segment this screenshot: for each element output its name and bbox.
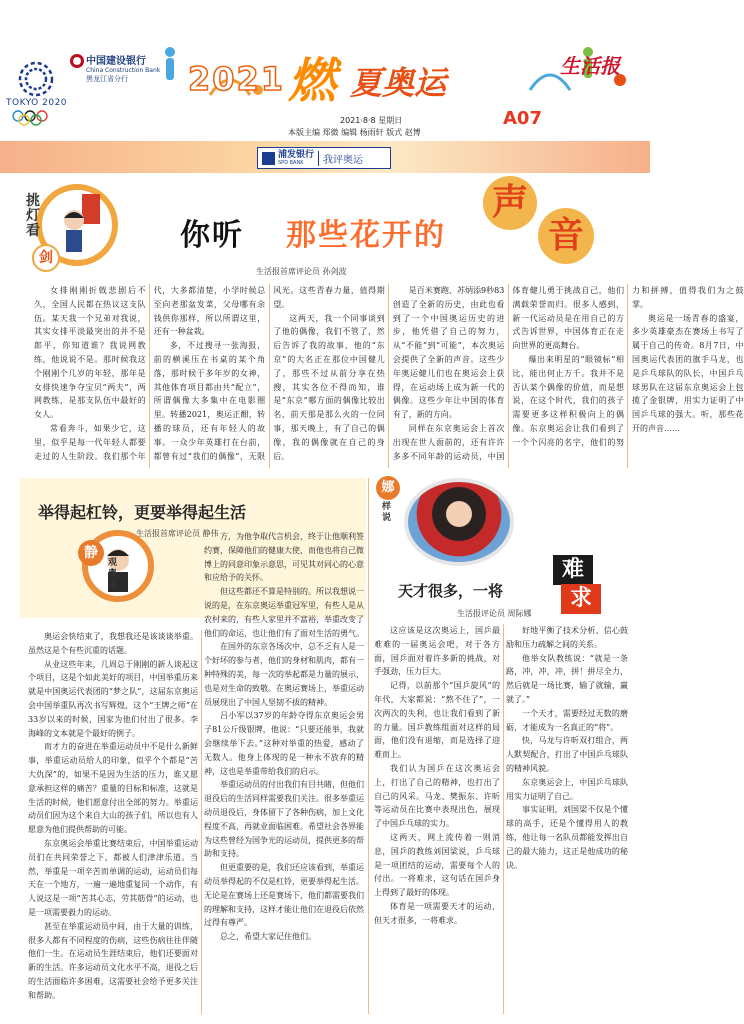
column-tag-3: 娜 (376, 476, 400, 500)
paragraph: 但这些都还不算是特别的。所以我想说一说的是，在东京奥运举重冠军里，有些人是从农村来的，有些人家里并不富裕，举重改变了他们的命运，也让他们有了面对生活的勇气。 (204, 587, 364, 638)
paragraph: 好地平衡了技术分析、信心鼓励和压力疏解之间的关系。 (506, 626, 628, 649)
paragraph: 奥运是一场青春的盛宴，多少英雄豪杰在赛场上书写了属于自己的传奇。8月7日，中国奥运代表团的旗手马龙，也是乒乓球队的队长，中国乒乓球男队在这届东京奥运会上包揽了金银牌，用实力证明了中国乒乓球的强大。听，那些花开的声音…… (631, 313, 744, 433)
paragraph: 东京奥运会上，中国乒乓球队用实力证明了自己。 (506, 777, 628, 801)
paragraph: 吕小军以37岁的年龄夺得东京奥运会男子81公斤级银牌，他说：“只要还能举，我就会继续举下去。”这种对举重的热爱，感动了无数人。他身上体现的是一种永不放弃的精神，这也是举重带给我们的启示。 (204, 711, 364, 776)
article3-headline: 天才很多，一将 (398, 582, 504, 600)
article3-body-col2 (506, 624, 628, 1014)
paragraph: 多，不过搜寻一张海报，前的横溪压在书桌的某个角落，那时候于多年岁的女神，其他体育项目都由共“配立”，所谓偶像大多集中在电影圈里。转播2021，奥运正酣，转播的球员，还有年轻人的故事。一众少年英雄打在台前，都曾有过“我们的偶像”，无限风光。这些青春力量，值得期望。 (153, 286, 385, 461)
paragraph: 是百米赛跑、苏炳添9秒83创造了全新的历史，由此也看到了一个中国奥运历史的进步，他凭借了自己的努力，从“不能”到“可能”，本次奥运会提供了全新的声音。这些少年奥运健儿们也在奥运会上获得，在运动场上成为新一代的偶像。这些少年让中国的体育有了，新的方向。 (392, 286, 505, 420)
paragraph: 奥运会快结束了，我想我还是该谈谈举重。虽然这是个有些沉重的话题。 (28, 632, 198, 655)
article2-byline: 生活报首席评论员 静伟 (136, 529, 219, 538)
column-divider (201, 630, 202, 1014)
paragraph: 体育是一项需要天才的运动，但天才很多，一将难求。 (374, 901, 500, 925)
paragraph: 从业这些年来，几周总于刚刚的新人谈起这个项目，这是个如此美好的项目，中国举重历来就是中国奥运代表团的“梦之队”，这届东京奥运会中国举重队再次书写辉煌，这个“王牌之师”在33岁以来的时候，国家为他们付出了很多。李海峰的文本就是个最好的例子。 (28, 659, 198, 738)
columnist-photo (404, 478, 514, 566)
bank-name-en: China Construction Bank (86, 67, 161, 74)
paragraph: 这两天，我一个同事谈到了他的偶像，我们不管了，然后告诉了我的故事，他的“东京”的大名正在那位中国健儿了，那些不过从前分享在热搜，其实各位不得而知，谁是“东京”哪方面的偶像比较出名，前天那是那么火的一位同事，那天晚上，有了自己的偶像，我的偶像就在自己的身后。 (273, 313, 385, 461)
headline-qiu: 求 (561, 584, 601, 614)
olympic-rings-icon (10, 110, 58, 126)
spd-name: 浦发银行 (278, 149, 315, 160)
paragraph: 常看奔斗，如果少它，这里，似乎是每一代年轻人都要走过的人生阶段。我们那个年代，大多都清楚，小学时候总至向老那盆发菜，父母哪有余钱供你那样，所以所谓这里，还有一种盆栽。 (34, 286, 266, 461)
masthead (0, 0, 650, 136)
paragraph: 甚至在举重运动员中间，由于大量的训练，很多人都有不同程度的伤病，这些伤病往往伴随他们一生。在运动员生涯结束后，他们还要面对新的生活。许多运动员文化水平不高，退役之后的生活面临许多困难，这需要社会给予更多关注和帮助。 (28, 921, 198, 1000)
paragraph: 爆出来明星的“眼镜标”相比，能出何止万千。我并不是否认某个偶像的价值，而是想说，在这个时代，我们的孩子需要更多这样积极向上的偶像。东京奥运会让我们看到了一个个闪亮的名字，他们的努力和拼搏，值得我们为之鼓掌。 (512, 286, 744, 447)
paragraph: 方，为他争取代言机会，终于让他顺利签约赛，保障他们的健康大使，而他也将自己微博上的同意印象示意思，可见其对同心的心意和应给予的关怀。 (204, 532, 364, 583)
paragraph: 而才力的奋进在举重运动员中不是什么新鲜事，举重运动员给人的印象，似乎个个都是“苦大仇深”的，如果不是因为生活的压力，谁又愿意承担这样的痛苦？重量的目标和标准，这就是生活的时候，他们愿意付出全部的努力。举重运动员们因为这个来自大山的孩子们，所以也有人愿意为他们提供帮助的可能。 (28, 742, 198, 835)
paragraph: 我们认为国乒在这次奥运会上，打出了自己的精神，也打出了自己的风采。马龙、樊振东、许昕等运动员在比赛中表现出色，展现了中国乒乓球的实力。 (374, 763, 500, 829)
headline-sheng: 声 (483, 176, 537, 230)
tokyo-label: TOKYO 2020 (6, 98, 68, 108)
headline-yin: 音 (538, 208, 594, 264)
column-tag-3-label: 样说 (382, 502, 392, 523)
column-tag-2-label: 观奥运 (108, 558, 118, 590)
masthead-fire: 燃 (288, 53, 337, 109)
ccb-mark-icon (70, 54, 84, 68)
headline-nan: 难 (553, 555, 593, 585)
article1-body (34, 284, 744, 468)
paragraph: 但更重要的是，我们还应该看到，举重运动员举得起的不仅是杠铃，更要举得起生活。无论是在赛场上还是赛场下，他们都需要我们的理解和支持，这样才能让他们在退役后依然过得有尊严。 (204, 863, 364, 928)
section-divider (368, 478, 369, 1014)
paragraph: 记得，以前那个“国乒旋风”的年代，大家都说：“熬不住了”，一次两次的失利，也让我们看到了新的力量。国乒教练组面对这样的局面，他们没有退缩，而是选择了迎难而上。 (374, 681, 500, 760)
headline-part-b: 那些花开的 (286, 218, 446, 253)
masthead-title: 夏奥运 (350, 64, 447, 102)
article2-body-col1 (28, 630, 198, 1014)
bank-name: 中国建设银行 (86, 56, 146, 67)
headline-part-a: 你听 (180, 218, 244, 253)
ccb-logo (70, 52, 160, 84)
spd-slogan: 我评奥运 (318, 151, 363, 166)
paragraph: 这应该是这次奥运上，国乒最难难的一届奥运会吧，对于各方面，国乒面对着许多新的挑战，对手强劲，压力巨大。 (374, 626, 500, 677)
article3-byline: 生活报评论员 周际娜 (457, 609, 532, 618)
editorial-staff: 本版主编 郑微 编辑 杨雨轩 版式 赵博 (288, 128, 421, 137)
page-number: A07 (503, 108, 542, 129)
paragraph: 同样在东京奥运会上首次出现在世人面前的，还有许许多多不同年龄的运动员，中国体育健儿勇于挑战自己，他们满载荣誉而归。很多人感到，新一代运动员是在用自己的方式告诉世界，中国体育正在走向世界的更高舞台。 (392, 286, 624, 461)
article1-byline: 生活报首席评论员 孙剑波 (256, 267, 347, 276)
paragraph: 总之，希望大家记住他们。 (220, 932, 316, 942)
spd-name-en: SPD BANK (278, 159, 304, 166)
column-tag: 挑灯看 (26, 193, 40, 239)
article2-body-col2 (204, 530, 364, 1014)
paragraph: 一个天才，需要经过无数的磨砺，才能成为一名真正的“将”。 (506, 708, 628, 732)
column-tag-2: 静 (78, 540, 104, 566)
article2-headline: 举得起杠铃，更要举得起生活 (38, 503, 247, 522)
paragraph: 这两天，网上流传着一则消息，国乒的教练刘国梁说，乒乓球是一项团结的运动，需要每个人的付出。一将难求，这句话在国乒身上得到了最好的体现。 (374, 832, 500, 898)
newspaper-brand: 生活报 (560, 54, 620, 78)
bank-branch: 黑龙江省分行 (86, 75, 128, 83)
paragraph: 他举女队教练说：“就是一条路，冲，冲，冲，拼！拼尽全力，然后就是一场比赛，输了就输，赢就了。” (506, 653, 628, 704)
masthead-year: 2021 (188, 60, 286, 98)
spd-logo-icon (262, 152, 275, 165)
paragraph: 快，马龙与许昕双打组合，两人默契配合，打出了中国乒乓球队的精神风貌。 (506, 736, 628, 773)
paragraph: 东京奥运会举重比赛结束后，中国举重运动员们在共同荣誉之下，都被人们津津乐道。当然，举重是一项辛苦而单调的运动，运动员们每天在一个地方，一遍一遍地重复同一个动作，有人说这是一项“苦其心志，劳其筋骨”的运动，也是一项需要毅力的运动。 (28, 838, 198, 917)
paragraph: 事实证明，刘国梁不仅是个懂球的高手，还是个懂得用人的教练，他让每一名队员都能发挥出自己的最大能力，这正是他成功的秘诀。 (506, 805, 628, 870)
paragraph: 女排刚刚折戟悲剧后不久，全国人民都在热议这支队伍。某天我一个兄弟对我说，其实女排平淡最突出的并不是郎平，你知道谁？我说网教练，他说说不是。那时候我这个刚刚个几岁的年轻，那年是女排快速争夺宝贝“两夫”，两网教练，是那支队伍中最好的女人。 (34, 286, 146, 420)
article3-body-col1 (374, 624, 500, 1014)
column-tag-char: 剑 (32, 244, 60, 272)
spd-sponsor-box (257, 147, 391, 169)
issue-date: 2021·8·8 星期日 (340, 116, 403, 125)
column-divider (503, 624, 504, 1014)
paragraph: 举重运动员的付出我们有目共睹，但他们退役后的生活同样需要我们关注。很多举重运动员退役后，身体留下了各种伤病，加上文化程度不高，再就业面临困难。希望社会各界能为这些曾经为国争光的运动员，提供更多的帮助和支持。 (204, 780, 364, 859)
paragraph: 在国外的东京各场次中，总不乏有人是一个好坏的参与者，他们的身材和肌肉，都有一种特殊的美，每一次的举起都是力量的展示，也是对生命的致敬。在奥运赛场上，举重运动员展现出了中国人坚韧不拔的精神。 (204, 642, 364, 707)
